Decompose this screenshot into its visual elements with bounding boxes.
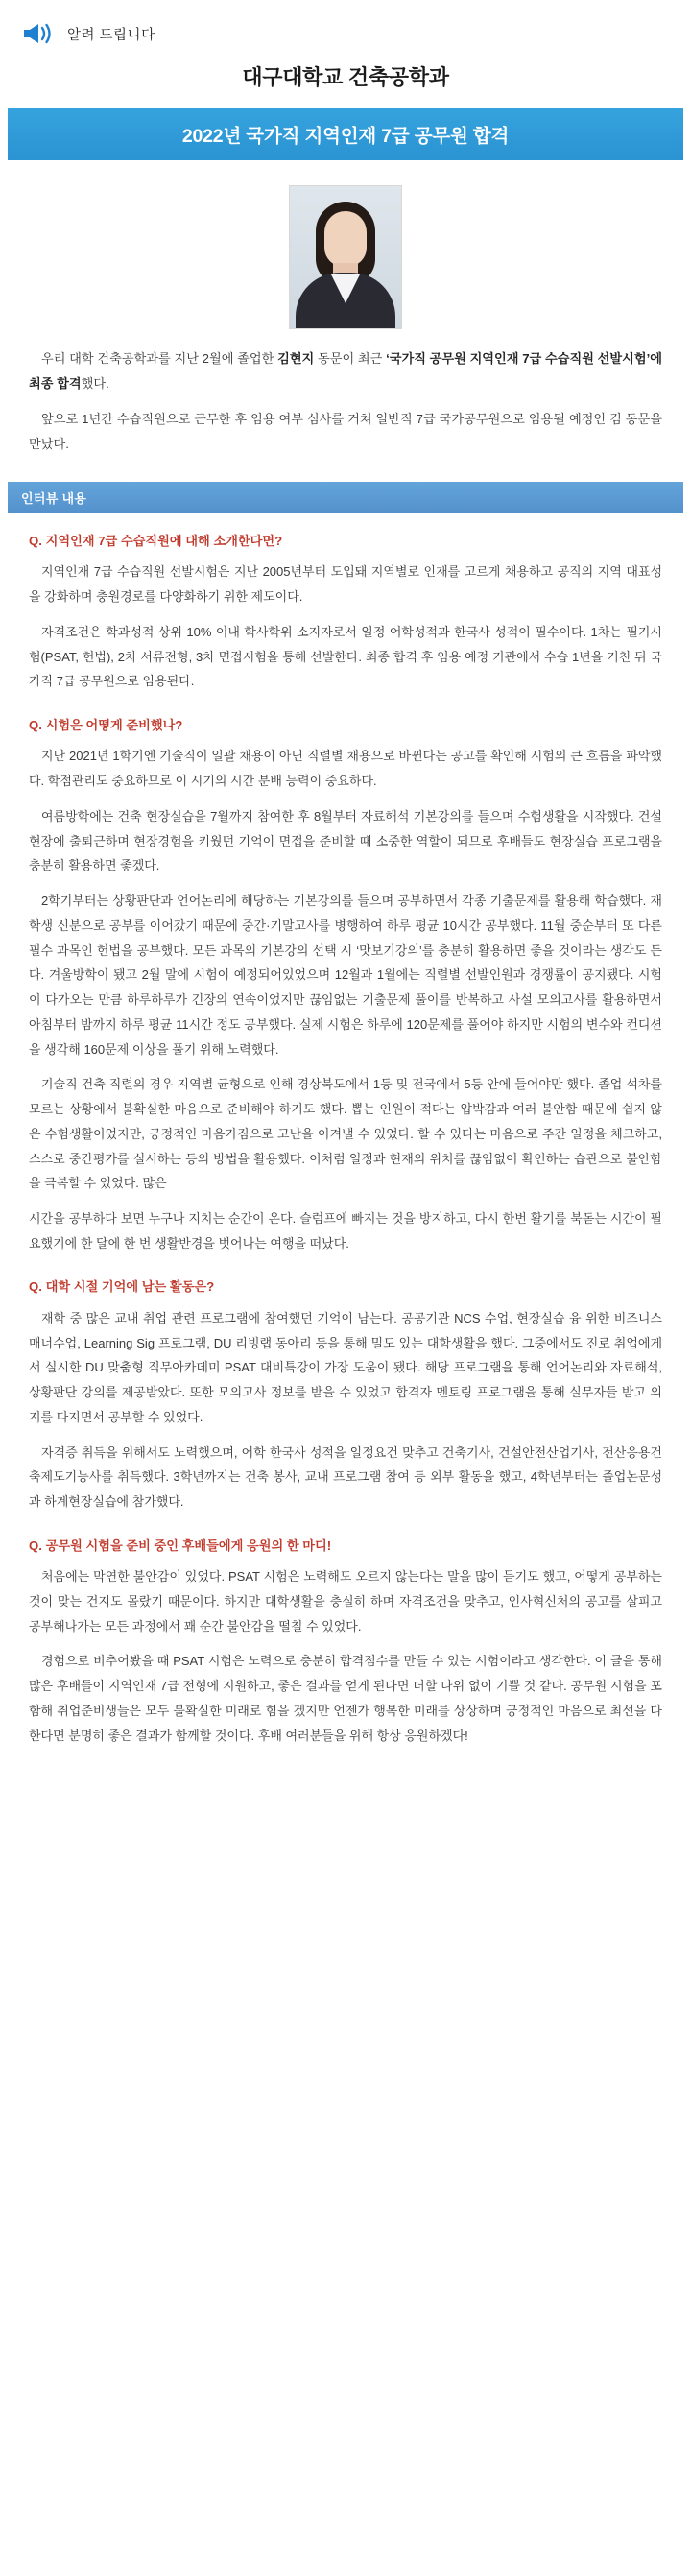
answer-4 [29,1564,662,1748]
photo-container [0,160,691,346]
graduate-portrait-photo [289,185,402,329]
answer-1-paragraph-1: 지역인재 7급 수습직원 선발시험은 지난 2005년부터 도입돼 지역별로 인재를 고르게 채용하고 공직의 지역 대표성을 강화하며 충원경로를 다양화하기 위한 제도이다. [29,564,662,605]
announce-text: 알려 드립니다 [67,27,155,43]
question-4: Q. 공무원 시험을 준비 중인 후배들에게 응원의 한 마디! [29,1538,332,1553]
lead-paragraph-1 [29,346,662,395]
speaker-icon [21,21,54,46]
answer-2-paragraph-4: 기술직 건축 직렬의 경우 지역별 균형으로 인해 경상북도에서 1등 및 전국에서 5등 안에 들어야만 했다. 졸업 석차를 모르는 상황에서 불확실한 마음으로 준비해야 하기도 했다. 뽑는 인원이 적다는 압박감과 여러 불안함 때문에 쉽지 않은 수험생활이었지만, 긍정적인 마음가짐으로 고난을 이겨낼 수 있었다. 할 수 있다는 마음으로 주간 일정을 체크하고, 스스로 중간평가를 실시하는 등의 방법을 활용했다. 이처럼 일정과 현재의 위치를 끊임없이 확인하는 습관으로 불안함을 극복할 수 있었다. 많은 [29,1077,662,1191]
lead-p1-suffix: 했다. [81,375,109,391]
lead-p1-mid: 동문이 최근 [314,351,387,366]
announce-bar [0,0,691,52]
lead-p1-bold: ‘국가직 공무원 지역인재 7급 수습직원 선발시험’에 최종 합격 [29,351,662,391]
portrait-face [324,211,367,267]
lead-section [0,346,691,457]
answer-3-paragraph-1: 재학 중 많은 교내 취업 관련 프로그램에 참여했던 기억이 남는다. 공공기관 NCS 수업, 현장실습 융 위한 비즈니스 매너수업, Learning Sig 프로그램, DU 리빙랩 동아리 등을 통해 밀도 있는 대학생활을 했다. 그중에서도 진로 취업에게 서 실시한 DU 맞춤형 직무아카데미 PSAT 대비특강이 가장 도움이 됐다. 해당 프로그램을 통해 언어논리와 자료해석, 상황판단 강의를 제공받았다. 또한 모의고사 정보를 받을 수 있었고 합격자 멘토링 프로그램을 통해 실무자들 받고 의지를 다지면서 공부할 수 있었다. [29,1310,662,1424]
answer-3 [29,1306,662,1515]
page-title: 대구대학교 건축공학과 [242,65,449,89]
section-header-interview: 인터뷰 내용 [8,482,683,513]
answer-2-paragraph-1: 지난 2021년 1학기엔 기술직이 일괄 채용이 아닌 직렬별 채용으로 바뀐다는 공고를 확인해 시험의 큰 흐름을 파악했다. 학점관리도 중요하므로 이 시기의 시간 분배 능력이 중요하다. [29,749,662,789]
answer-4-paragraph-2: 경험으로 비추어봤을 때 PSAT 시험은 노력으로 충분히 합격점수를 만들 수 있는 시험이라고 생각한다. 이 글을 통해 많은 후배들이 지역인재 7급 전형에 지원하고, 좋은 결과를 얻게 된다면 더할 나위 없이 기쁠 것 같다. 공무원 시험을 포함해 취업준비생들은 모두 불확실한 미래로 힘을 겠지만 언젠가 행복한 미래를 상상하며 긍정적인 마음으로 최선을 다한다면 분명히 좋은 결과가 함께할 것이다. 후배 여러분들을 위해 항상 응원하겠다! [29,1654,662,1743]
answer-2 [29,744,662,1255]
lead-paragraph-2: 앞으로 1년간 수습직원으로 근무한 후 임용 여부 심사를 거쳐 일반직 7급 국가공무원으로 임용될 예정인 김 동문을 만났다. [29,412,662,452]
answer-1 [29,560,662,694]
question-3: Q. 대학 시절 기억에 남는 활동은? [29,1279,215,1295]
answer-2-paragraph-5: 시간을 공부하다 보면 누구나 지치는 순간이 온다. 슬럼프에 빠지는 것을 방지하고, 다시 한번 활기를 북돋는 시간이 필요했기에 한 달에 한 번 생활반경을 벗어나는 여행을 떠났다. [29,1210,662,1251]
bottom-spacer [0,1758,691,1797]
answer-2-paragraph-2: 여름방학에는 건축 현장실습을 7월까지 참여한 후 8월부터 자료해석 기본강의를 들으며 수험생활을 시작했다. 건설 현장에 출퇴근하며 현장경험을 키웠던 기억이 면접을 준비할 때 소중한 역할이 되므로 후배들도 현장실습 프로그램을 충분히 활용하면 좋겠다. [29,808,662,873]
answer-3-paragraph-2: 자격증 취득을 위해서도 노력했으며, 어학 한국사 성적을 일정요건 맞추고 건축기사, 건설안전산업기사, 전산응용건축제도기능사를 취득했다. 3학년까지는 건축 봉사, 교내 프로그램 참여 등 외부 활동을 했고, 4학년부터는 졸업논문성과 하계현장실습에 참가했다. [29,1444,662,1510]
graduate-name: 김현지 [277,351,315,366]
answer-4-paragraph-1: 처음에는 막연한 불안감이 있었다. PSAT 시험은 노력해도 오르지 않는다는 말을 많이 듣기도 했고, 어떻게 공부하는 것이 맞는 건지도 몰랐기 때문이다. 하지만 대학생활을 충실히 하며 자격조건을 맞추고, 인사혁신처의 공고를 살피고 공부해나가는 모든 과정에서 꽤 순간 불안감을 떨칠 수 있었다. [29,1569,662,1634]
question-1: Q. 지역인재 7급 수습직원에 대해 소개한다면? [29,533,283,548]
qa-section [0,531,691,1748]
answer-2-paragraph-3: 2학기부터는 상황판단과 언어논리에 해당하는 기본강의를 들으며 공부하면서 각종 기출문제를 활용해 학습했다. 재학생 신분으로 공부를 이어갔기 때문에 중간·기말고사를 병행하여 하루 평균 10시간 공부했다. 11월 중순부터 또 다른 필수 과목인 헌법을 공부했다. 모든 과목의 기본강의 선택 시 ‘맛보기강의’를 충분히 활용하면 좋을 것이라는 생각도 든다. 겨울방학이 됐고 2월 말에 시험이 예정되어있었으며 12월과 1월에는 직렬별 선발인원과 경쟁률이 공지됐다. 시험이 다가오는 만큼 하루하루가 긴장의 연속이었지만 끊임없는 기출문제 풀이를 반복하고 사설 모의고사를 활용하면서 아침부터 밤까지 하루 평균 11시간 정도 공부했다. 실제 시험은 하루에 120문제를 풀어야 하지만 시험의 변수와 컨디션을 생각해 160문제 이상을 풀기 위해 노력했다. [29,894,662,1057]
lead-p1-prefix: 우리 대학 건축공학과를 지난 2월에 졸업한 [41,351,278,366]
headline-banner: 2022년 국가직 지역인재 7급 공무원 합격 [8,108,683,160]
answer-1-paragraph-2: 자격조건은 학과성적 상위 10% 이내 학사학위 소지자로서 일정 어학성적과 한국사 성적이 필수이다. 1차는 필기시험(PSAT, 헌법), 2차 서류전형, 3차 면접시험을 통해 선발한다. 최종 합격 후 임용 예정 기관에서 수습 1년을 거친 뒤 국가직 7급 공무원으로 임용된다. [29,624,662,689]
question-2: Q. 시험은 어떻게 준비했나? [29,718,183,733]
